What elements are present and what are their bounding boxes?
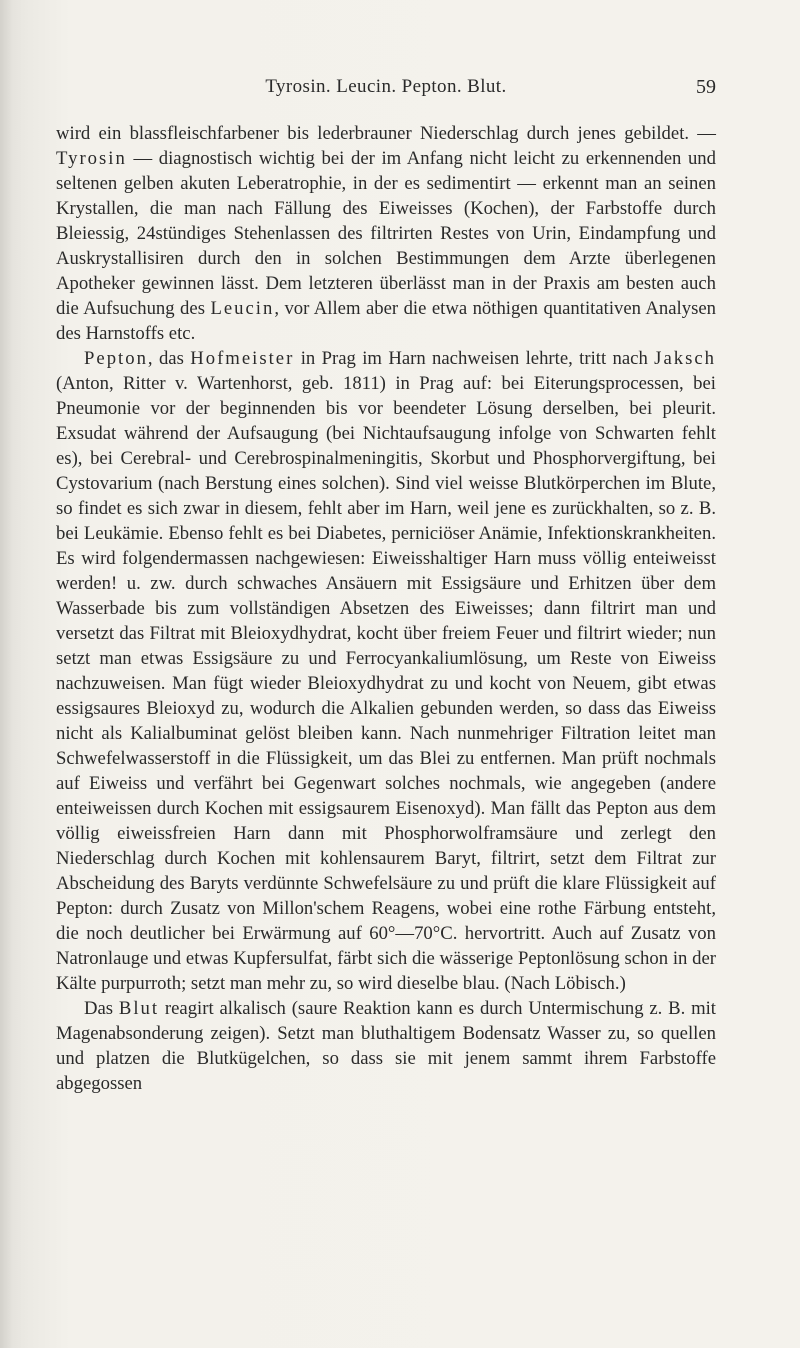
- emphasized-term: Pepton: [84, 348, 148, 369]
- text-run: wird ein blassfleischfarbener bis lederbrauner Niederschlag durch jenes gebildet. —: [56, 123, 716, 144]
- emphasized-term: Leucin: [210, 298, 275, 319]
- emphasized-term: Jaksch: [654, 348, 716, 369]
- paragraph: [56, 346, 716, 996]
- paragraph: [56, 121, 716, 346]
- text-run: (Anton, Ritter v. Wartenhorst, geb. 1811) in Prag auf: bei Eiterungsprocessen, bei Pneumonie vor der beginnenden bis vor beendeter Lösung derselben, bei pleurit. Exsudat während der Aufsaugung (bei Nichtaufsaugung infolge von Schwarten fehlt es), bei Cerebral- und Cerebrospinalmeningitis, Skorbut und Phosphorvergiftung, bei Cystovarium (nach Berstung eines solchen). Sind viel weisse Blutkörperchen im Blute, so findet es sich zwar in diesem, fehlt aber im Harn, weil jene es zurückhalten, so z. B. bei Leukämie. Ebenso fehlt es bei Diabetes, perniciöser Anämie, Infektionskrankheiten. Es wird folgendermassen nachgewiesen: Eiweisshaltiger Harn muss völlig enteiweisst werden! u. zw. durch schwaches Ansäuern mit Essigsäure und Erhitzen über dem Wasserbade bis zum vollständigen Absetzen des Eiweisses; dann filtrirt man und versetzt das Filtrat mit Bleioxydhydrat, kocht über freiem Feuer und filtrirt wieder; nun setzt man etwas Essigsäure zu und Ferrocyankaliumlösung, um Reste von Eiweiss nachzuweisen. Man fügt wieder Bleioxydhydrat zu und kocht von Neuem, gibt etwas essigsaures Bleioxyd zu, wodurch die Alkalien gebunden werden, so dass das Eiweiss nicht als Kalialbuminat gelöst bleiben kann. Nach nunmehriger Filtration leitet man Schwefelwasserstoff in die Flüssigkeit, um das Blei zu entfernen. Man prüft nochmals auf Eiweiss und verfährt bei Gegenwart solches nochmals, wie angegeben (andere enteiweissen durch Kochen mit essigsaurem Eisenoxyd). Man fällt das Pepton aus dem völlig eiweissfreien Harn dann mit Phosphorwolframsäure und zerlegt den Niederschlag durch Kochen mit kohlensaurem Baryt, filtrirt, setzt dem Filtrat zur Abscheidung des Baryts verdünnte Schwefelsäure zu und prüft die klare Flüssigkeit auf Pepton: durch Zusatz von Millon'schem Reagens, wobei eine rothe Färbung entsteht, die noch deutlicher bei Erwärmung auf 60°—70°C. hervortritt. Auch auf Zusatz von Natronlauge und etwas Kupfersulfat, färbt sich die wässerige Peptonlösung schon in der Kälte purpurroth; setzt man mehr zu, so wird dieselbe blau. (Nach Löbisch.): [56, 373, 716, 994]
- spine-shadow: [0, 0, 22, 1348]
- emphasized-term: Tyrosin: [56, 148, 127, 169]
- emphasized-term: Hofmeister: [190, 348, 295, 369]
- text-run: Das: [84, 998, 119, 1019]
- running-head: Tyrosin. Leucin. Pepton. Blut.: [265, 76, 507, 97]
- page-header: [56, 76, 716, 106]
- page-number: 59: [696, 76, 716, 98]
- text-run: , das: [147, 348, 191, 369]
- text-run: — diagnostisch wichtig bei der im Anfang nicht leicht zu erkennenden und seltenen gelben akuten Leberatrophie, in der es sedimentirt — erkennt man an seinen Krystallen, die man nach Fällung des Eiweisses (Kochen), der Farbstoffe durch Bleiessig, 24stündiges Stehenlassen des filtrirten Restes von Urin, Eindampfung und Auskrystallisiren durch den in solchen Bestimmungen dem Arzte überlegenen Apotheker gewinnen lässt. Dem letzteren überlässt man in der Praxis am besten auch die Aufsuchung des: [56, 148, 716, 319]
- paragraph: [56, 996, 716, 1096]
- text-run: reagirt alkalisch (saure Reaktion kann es durch Untermischung z. B. mit Magenabsonderung zeigen). Setzt man bluthaltigem Bodensatz Wasser zu, so quellen und platzen die Blutkügelchen, so dass sie mit jenem sammt ihrem Farbstoffe abgegossen: [56, 998, 716, 1094]
- emphasized-term: Blut: [118, 998, 160, 1019]
- text-run: , vor Allem aber die etwa nöthigen quantitativen Analysen des Harnstoffs etc.: [56, 298, 717, 344]
- text-run: in Prag im Harn nachweisen lehrte, tritt nach: [294, 348, 655, 369]
- body-text: [56, 121, 716, 1096]
